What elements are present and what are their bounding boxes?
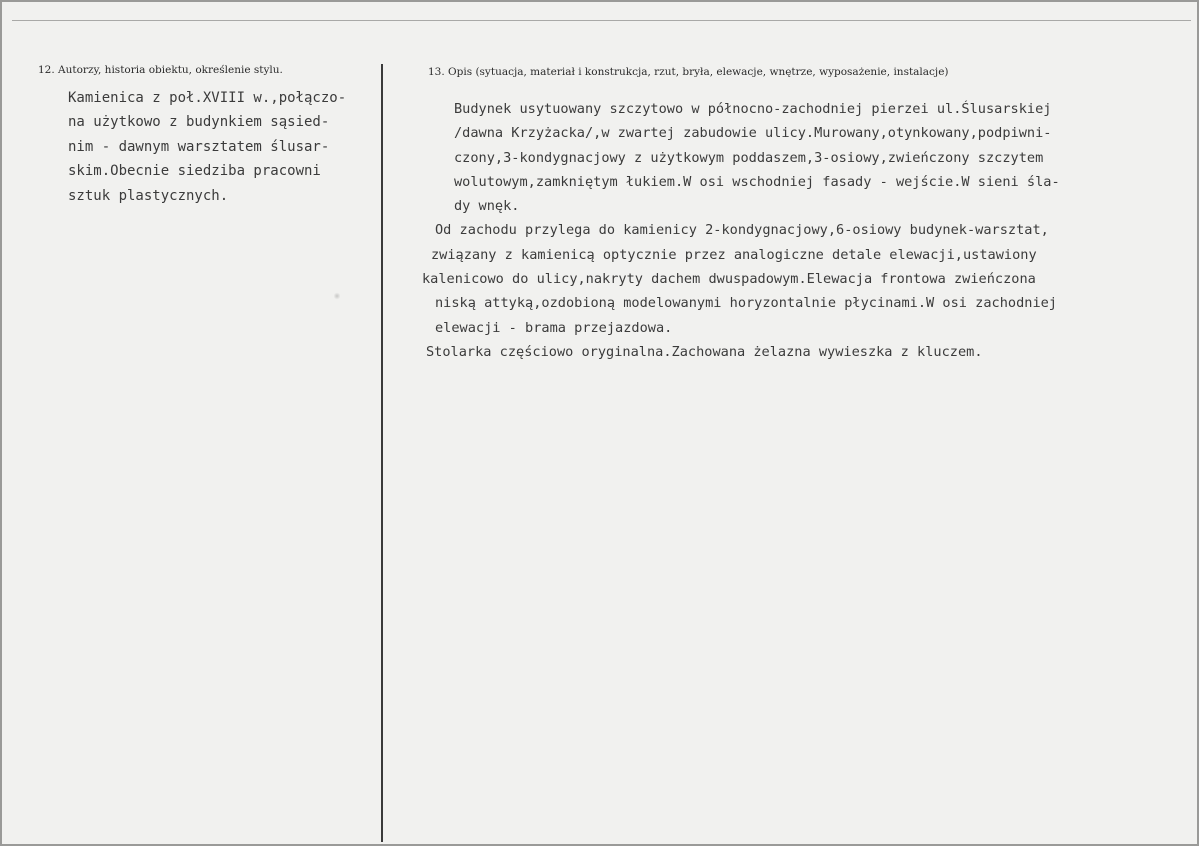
- section-13-line: wolutowym,zamkniętym łukiem.W osi wschodniej fasady - wejście.W sieni śla-: [454, 173, 1060, 190]
- section-13-line: związany z kamienicą optycznie przez analogiczne detale elewacji,ustawiony: [431, 246, 1037, 263]
- section-13-line: Budynek usytuowany szczytowo w północno-zachodniej pierzei ul.Ślusarskiej: [454, 101, 1052, 117]
- section-12-header: 12. Autorzy, historia obiektu, określenie stylu.: [38, 64, 283, 76]
- section-13-header: 13. Opis (sytuacja, materiał i konstrukcja, rzut, bryła, elewacje, wnętrze, wyposażenie, instalacje): [428, 66, 949, 78]
- section-13-line: elewacji - brama przejazdowa.: [435, 319, 673, 336]
- section-13-line: /dawna Krzyżacka/,w zwartej zabudowie ulicy.Murowany,otynkowany,podpiwni-: [454, 125, 1052, 142]
- top-rule: [12, 20, 1191, 21]
- section-12-text: [68, 86, 346, 208]
- paper-smudge: [334, 292, 340, 300]
- section-13-line: Od zachodu przylega do kamienicy 2-kondygnacjowy,6-osiowy budynek-warsztat,: [435, 222, 1049, 239]
- column-divider: [381, 64, 383, 842]
- section-13-line: kalenicowo do ulicy,nakryty dachem dwuspadowym.Elewacja frontowa zwieńczona: [422, 271, 1036, 288]
- section-13-line: czony,3-kondygnacjowy z użytkowym poddaszem,3-osiowy,zwieńczony szczytem: [454, 149, 1044, 166]
- section-13-line: dy wnęk.: [454, 198, 520, 215]
- section-13-text: [422, 97, 1060, 364]
- section-12-line: skim.Obecnie siedziba pracowni: [68, 163, 321, 180]
- section-13-line: niską attyką,ozdobioną modelowanymi horyzontalnie płycinami.W osi zachodniej: [435, 295, 1057, 312]
- section-12-line: nim - dawnym warsztatem ślusar-: [68, 138, 330, 155]
- section-13-line: Stolarka częściowo oryginalna.Zachowana żelazna wywieszka z kluczem.: [426, 343, 983, 360]
- section-12-line: sztuk plastycznych.: [68, 187, 229, 204]
- section-12-line: na użytkowo z budynkiem sąsied-: [68, 114, 330, 131]
- section-12-line: Kamienica z poł.XVIII w.,połączo-: [68, 90, 347, 106]
